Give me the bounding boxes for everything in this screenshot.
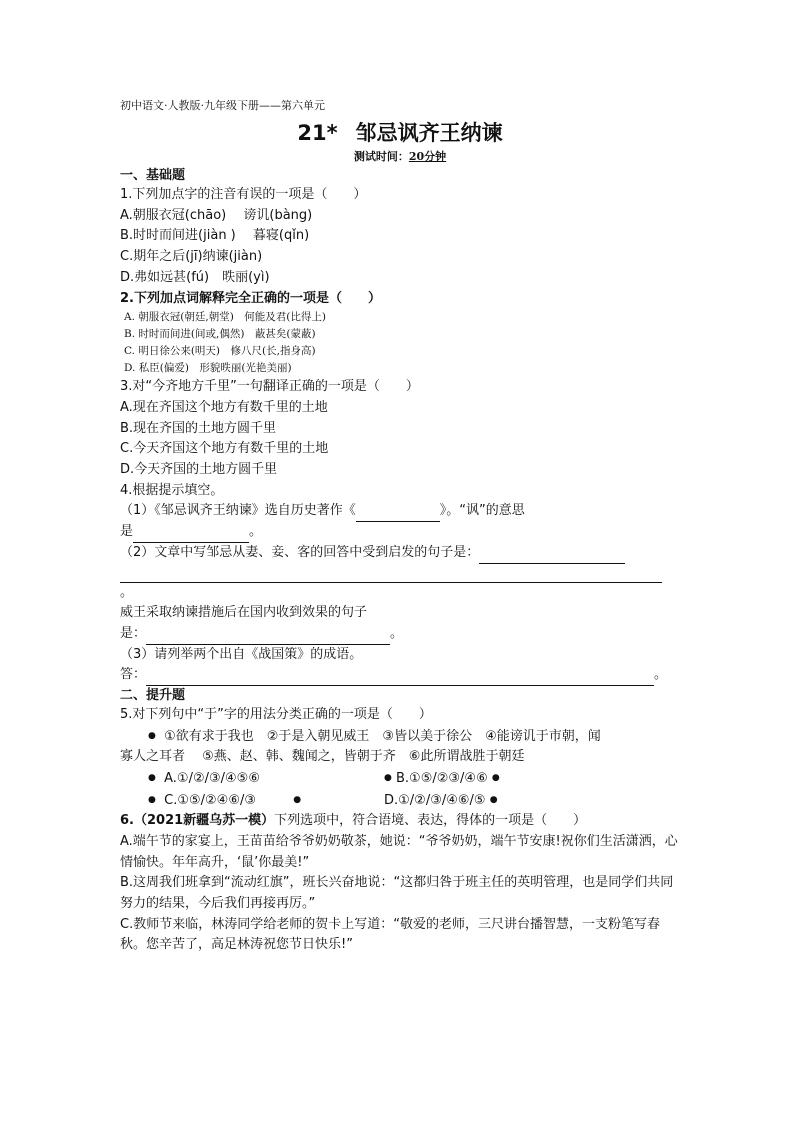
page-title [120, 118, 680, 148]
q4-part1-line1 [120, 501, 680, 522]
time-value: 20分钟 [408, 150, 447, 163]
bullet-icon: ● [148, 794, 156, 805]
q4-part1-line2 [120, 522, 680, 543]
q4-stem: 4.根据提示填空。 [120, 482, 224, 498]
question-5 [120, 705, 680, 811]
q5-option-c[interactable]: ● C.①⑤/②④⑥/③ ● [148, 792, 302, 808]
q3-option-b: B.现在齐国的土地方圆千里 [120, 420, 277, 436]
q2-stem: 2.下列加点词解释完全正确的一项是（ ） [120, 290, 381, 306]
bullet-icon: ● [384, 773, 392, 784]
q4-part3-line2 [120, 665, 680, 686]
q4-p3-text-b: 答： [120, 667, 147, 683]
bullet-icon: ● [148, 773, 156, 784]
q6-option-b: B.这周我们班拿到“流动红旗”，班长兴奋地说：“这都归咎于班主任的英明管理，也是同学们共同努力的结果，今后我们再接再厉。” [120, 875, 674, 911]
q3-option-a: A.现在齐国这个地方有数千里的土地 [120, 399, 328, 415]
q4-p1-text-c: 是 [120, 524, 134, 540]
q4-p3-blank[interactable] [146, 671, 654, 686]
q1-option-c: C.期年之后(jī)纳谏(jiàn) [120, 249, 263, 265]
question-4 [120, 481, 680, 686]
q1-option-d: D.弗如远甚(fú) 昳丽(yì) [120, 269, 270, 285]
q6-stem-rest: 下列选项中，符合语境、表达，得体的一项是（ ） [274, 813, 587, 829]
q4-p1-blank-meaning[interactable] [133, 528, 249, 543]
section-1-title: 一、基础题 [120, 168, 186, 183]
q5-items-line2: 寡人之耳者 ⑤燕、赵、韩、魏闻之，皆朝于齐 ⑥此所谓战胜于朝廷 [120, 749, 525, 765]
question-6 [120, 811, 680, 956]
q5-options-row1 [120, 768, 680, 790]
q2-option-a: A. 朝服衣冠(朝廷,朝堂) 何能及君(比得上) [124, 311, 326, 324]
bullet-icon: ● [148, 730, 156, 741]
q2-option-d: D. 私臣(偏爱) 形貌昳丽(光艳美丽) [124, 362, 292, 375]
q2-option-b: B. 时时而间进(间或,偶然) 蔽甚矣(蒙蔽) [124, 328, 316, 341]
test-time [120, 148, 680, 166]
q5-option-d[interactable]: D.①/②/③/④⑥/⑤ ● [384, 792, 498, 808]
question-3 [120, 377, 680, 481]
q4-p2-end: 。 [120, 584, 134, 600]
q6-option-a: A.端午节的家宴上，王苗苗给爷爷奶奶敬茶，她说：“爷爷奶奶，端午节安康!祝你们生活潇洒，心情愉快。年年高升，‘鼠’你最美!” [120, 833, 678, 870]
q6-option-c: C.教师节来临，林涛同学给老师的贺卡上写道：“敬爱的老师，三尺讲台播智慧，一支粉笔写春秋。您辛苦了，高足林涛祝您节日快乐!” [120, 916, 660, 953]
lesson-title: 邹忌讽齐王纳谏 [355, 121, 503, 145]
q4-p2-text-d: 。 [390, 625, 404, 641]
lesson-number: 21* [297, 121, 338, 145]
q3-option-c: C.今天齐国这个地方有数千里的土地 [120, 441, 329, 457]
q6-source: 6.（2021新疆乌苏一模） [120, 813, 275, 829]
q5-stem: 5.对下列句中“于”字的用法分类正确的一项是（ ） [120, 707, 432, 723]
q4-p3-text-a: （3）请列举两个出自《战国策》的成语。 [120, 646, 363, 662]
q4-part2-line1 [120, 543, 680, 564]
q5-items-line1 [120, 726, 680, 748]
time-label: 测试时间： [353, 150, 409, 163]
bullet-icon: ● [491, 773, 500, 784]
q4-p2-text-a: （2）文章中写邹忌从妻、妾、客的回答中受到启发的句子是： [120, 544, 480, 560]
q1-option-a: A.朝服衣冠(chāo) 谤讥(bàng) [120, 207, 313, 223]
q4-p2-blank-2[interactable] [120, 564, 662, 583]
q4-p2-blank-3[interactable] [146, 630, 390, 645]
q3-option-d: D.今天齐国的土地方圆千里 [120, 462, 278, 478]
q4-p2-blank-1[interactable] [479, 549, 625, 564]
q4-p1-text-b: 》。“讽”的意思 [439, 503, 525, 519]
q4-p3-text-c: 。 [654, 667, 668, 683]
q1-stem: 1.下列加点字的注音有误的一项是（ ） [120, 187, 367, 202]
q4-p1-blank-book[interactable] [356, 507, 440, 522]
q4-p2-text-c: 是： [120, 625, 147, 641]
section-2-title: 二、提升题 [120, 688, 186, 704]
q4-p1-text-a: （1）《邹忌讽齐王纳谏》选自历史著作《 [120, 503, 356, 519]
q5-option-a[interactable]: ● A.①/②/③/④⑤⑥ [148, 770, 260, 786]
bullet-icon: ● [293, 794, 302, 805]
worksheet-page [120, 98, 680, 956]
q4-part2-line3 [120, 624, 680, 645]
q4-p1-text-d: 。 [249, 524, 263, 540]
q5-option-b[interactable]: ● B.①⑤/②③/④⑥ ● [384, 770, 500, 786]
q1-option-b: B.时时而间进(jiàn ) 暮寝(qǐn) [120, 228, 310, 244]
question-2 [120, 289, 680, 378]
question-1 [120, 185, 680, 289]
q5-items-a: ①欲有求于我也 ②于是入朝见威王 ③皆以美于徐公 ④能谤讥于市朝，闻 [164, 728, 601, 744]
course-header: 初中语文·人教版·九年级下册——第六单元 [120, 99, 325, 112]
q2-option-c: C. 明日徐公来(明天) 修八尺(长,指身高) [124, 345, 316, 358]
q4-p2-text-b: 威王采取纳谏措施后在国内收到效果的句子 [120, 605, 368, 621]
q5-options-row2 [120, 790, 680, 812]
q6-stem [120, 811, 680, 832]
q3-stem: 3.对“今齐地方千里”一句翻译正确的一项是（ ） [120, 379, 419, 395]
bullet-icon: ● [489, 794, 498, 805]
